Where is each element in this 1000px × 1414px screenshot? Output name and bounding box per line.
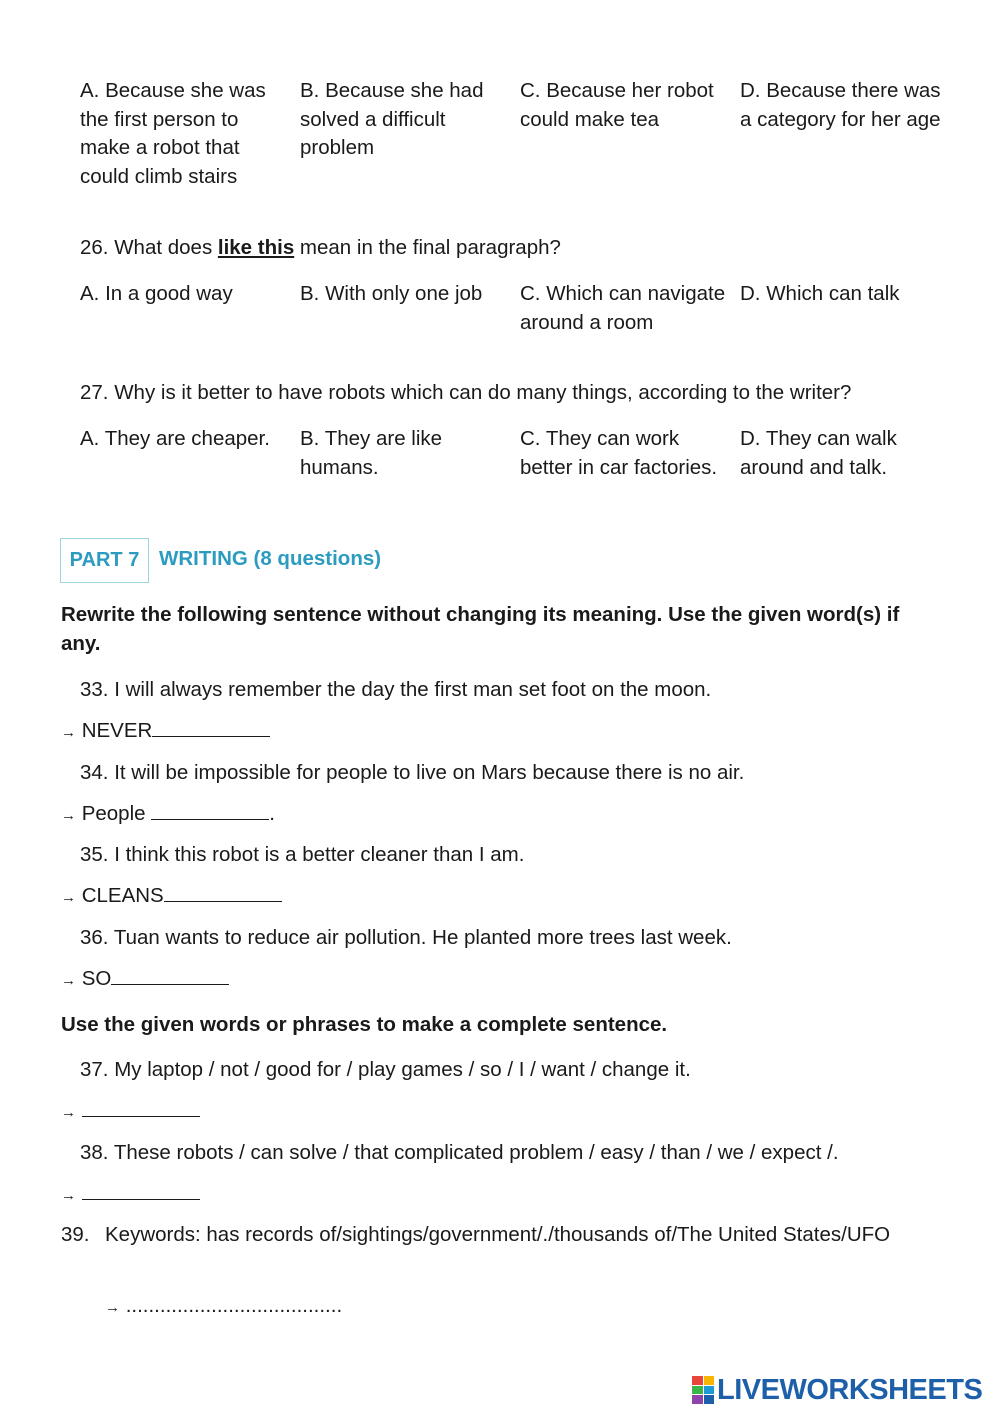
arrow-icon: → [61,807,76,824]
q25-option-b: B. Because she had solved a difficult problem [300,79,484,160]
rewrite-instruction: Rewrite the following sentence without changing its meaning. Use the given word(s) if any. [61,603,900,655]
liveworksheets-logo [692,1372,982,1408]
logo-blocks-icon [692,1376,714,1404]
q26-option-a: A. In a good way [80,282,233,305]
sentence-building-instruction: Use the given words or phrases to make a complete sentence. [61,1013,668,1036]
q34-question: 34. It will be impossible for people to live on Mars because there is no air. [80,761,745,784]
q26-option-b: B. With only one job [300,282,483,305]
q36-answer-prefix: SO [81,967,112,990]
q25-option-c: C. Because her robot could make tea [520,79,714,131]
arrow-icon: → [61,972,76,989]
q35-question: 35. I think this robot is a better cleaner than I am. [80,843,525,866]
arrow-icon: → [61,889,76,906]
q37-answer-blank[interactable] [82,1097,200,1117]
q27-option-d: D. They can walk around and talk. [740,427,897,479]
part-label: PART 7 [60,538,149,583]
q34-answer-line [61,800,275,831]
q36-answer-blank[interactable] [111,965,229,985]
q27-question: 27. Why is it better to have robots which can do many things, according to the writer? [80,381,852,404]
q33-question: 33. I will always remember the day the first man set foot on the moon. [80,678,712,701]
q35-answer-blank[interactable] [164,882,282,902]
q33-answer-prefix: NEVER [81,719,153,742]
q39-answer-line [105,1292,342,1323]
q26-prefix: 26. What does [80,236,218,259]
q35-answer-prefix: CLEANS [81,884,164,907]
q37-question: 37. My laptop / not / good for / play games / so / I / want / change it. [80,1058,691,1081]
q34-answer-suffix: . [269,802,275,825]
q38-question: 38. These robots / can solve / that complicated problem / easy / than / we / expect /. [80,1141,839,1164]
arrow-icon: → [61,724,76,741]
arrow-icon: → [105,1299,120,1316]
q25-option-d: D. Because there was a category for her age [740,79,941,131]
q39-question: Keywords: has records of/sightings/government/./thousands of/The United States/UFO [105,1223,891,1246]
q26-option-d: D. Which can talk [740,282,900,305]
q34-answer-prefix: People [81,802,152,825]
part-title: WRITING (8 questions) [159,547,382,570]
q37-answer-line [61,1097,200,1128]
q36-question: 36. Tuan wants to reduce air pollution. He planted more trees last week. [80,926,732,949]
q26-option-c: C. Which can navigate around a room [520,282,726,334]
arrow-icon: → [61,1187,76,1204]
q33-answer-line [61,717,270,748]
q26-suffix: mean in the final paragraph? [294,236,561,259]
q39-number: 39. [61,1223,90,1246]
q27-option-b: B. They are like humans. [300,427,443,479]
arrow-icon: → [61,1104,76,1121]
q27-option-c: C. They can work better in car factories. [520,427,718,479]
q35-answer-line [61,882,282,913]
q39-answer-dots[interactable]: ...................................... [125,1294,343,1317]
q26-question [80,234,561,263]
q25-option-a: A. Because she was the first person to make a robot that could climb stairs [80,79,266,189]
q27-option-a: A. They are cheaper. [80,427,270,450]
q38-answer-line [61,1180,200,1211]
logo-text: LIVEWORKSHEETS [717,1373,983,1406]
q26-emphasis: like this [217,236,295,259]
q34-answer-blank[interactable] [151,800,269,820]
q38-answer-blank[interactable] [82,1180,200,1200]
q36-answer-line [61,965,229,996]
q33-answer-blank[interactable] [152,717,270,737]
